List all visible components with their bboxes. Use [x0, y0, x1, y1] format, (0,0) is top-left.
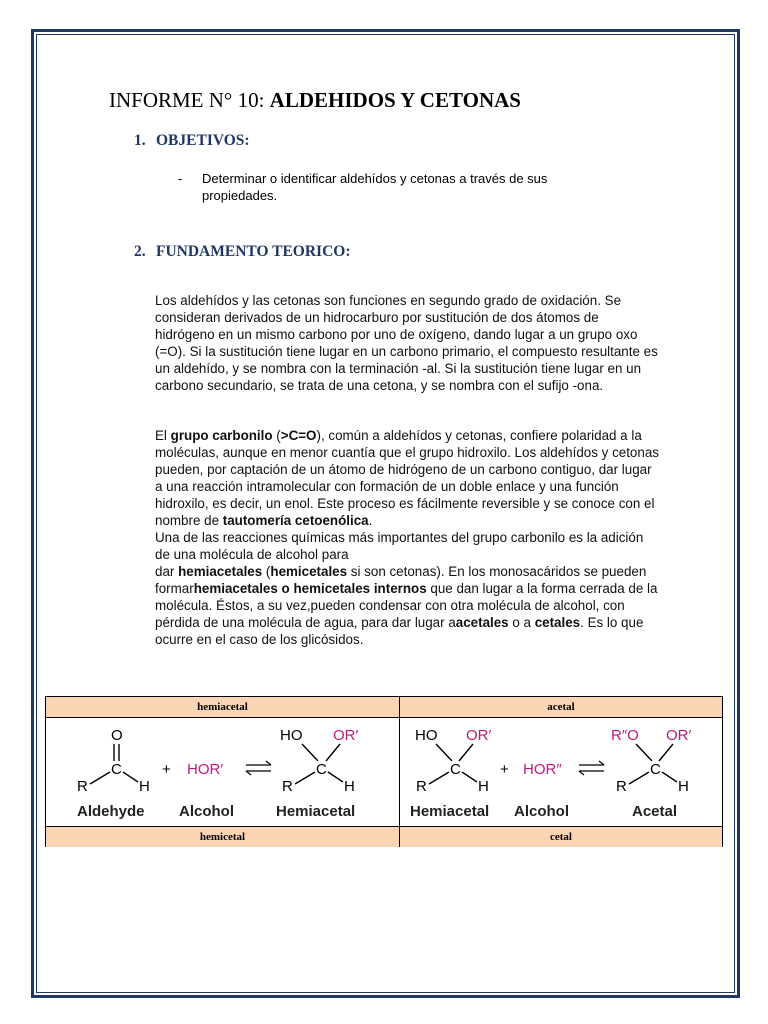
hemiacetal-structure	[415, 727, 492, 795]
label-aldehyde: Aldehyde	[77, 803, 145, 820]
paragraph-carbonyl: El grupo carbonilo (>C=O), común a aldehídos y cetonas, confiere polaridad a la moléculas, aunque en menor cuantía que el grupo hidroxilo. Los aldehídos y cetonas pueden, por captación de un átomo de hidrógeno de un carbono contiguo, dar lugar a una reacción intramolecular con formación de un doble enlace y una función hidroxilo, es decir, un enol. Este proceso es fácilmente reversible y se conoce con el nombre de tautomería cetoenólica. Una de las reacciones químicas más importantes del grupo carbonilo es la adición de una molécula de alcohol para dar hemiacetales (hemicetales si son cetonas). En los monosacáridos se pueden formarhemiacetales o hemicetales internos que dan lugar a la forma cerrada de la molécula. Éstos, a su vez,pueden condensar con otra molécula de alcohol, con pérdida de una molécula de agua, para dar lugar aacetales o a cetales. Es lo que ocurre en el caso de los glicósidos.	[155, 428, 659, 647]
equilibrium-arrow-icon	[246, 761, 271, 775]
alkoxy-group: OR′	[333, 727, 359, 744]
alkoxy-group: OR′	[466, 727, 492, 744]
label-hemiacetal: Hemiacetal	[410, 803, 490, 820]
plus-sign: +	[162, 761, 171, 778]
acetal-structure	[611, 727, 692, 795]
carbon-atom: C	[450, 761, 461, 778]
hydrogen-atom: H	[139, 778, 150, 795]
header-acetal: acetal	[400, 697, 722, 718]
alcohol-reagent: HOR′	[187, 761, 224, 778]
equilibrium-arrow-icon	[579, 761, 604, 775]
r-group: R	[77, 778, 88, 795]
scheme-acetal-formation	[400, 718, 722, 826]
carbon-atom: C	[316, 761, 327, 778]
label-alcohol: Alcohol	[179, 803, 234, 820]
hydroxyl-group: HO	[280, 727, 303, 744]
section-objetivos-heading: 1. OBJETIVOS:	[134, 132, 250, 149]
report-title: INFORME N° 10: ALDEHIDOS Y CETONAS	[109, 88, 521, 112]
footer-cetal: cetal	[400, 826, 722, 847]
aldehyde-structure	[77, 727, 150, 795]
alkoxy-group-second: R″O	[611, 727, 639, 744]
alkoxy-group: OR′	[666, 727, 692, 744]
hydroxyl-group: HO	[415, 727, 438, 744]
section-fundamento-heading: 2. FUNDAMENTO TEORICO:	[134, 243, 351, 260]
label-acetal: Acetal	[632, 803, 678, 820]
paragraph-intro: Los aldehídos y las cetonas son funciones en segundo grado de oxidación. Se consideran derivados de un hidrocarburo por sustitución de dos átomos de hidrógeno en un mismo carbono por uno de oxígeno, dando lugar a un grupo oxo (=O). Si la sustitución tiene lugar en un carbono primario, el compuesto resultante es un aldehído, y se nombra con la terminación -al. Si la sustitución tiene lugar en un carbono secundario, se trata de una cetona, y se nombra con el sufijo -ona.	[155, 293, 658, 393]
header-hemiacetal: hemiacetal	[46, 697, 399, 718]
hemiacetal-structure	[280, 727, 359, 795]
scheme-hemiacetal-formation	[46, 718, 399, 826]
footer-hemicetal: hemicetal	[46, 826, 399, 847]
r-group: R	[282, 778, 293, 795]
label-alcohol: Alcohol	[514, 803, 569, 820]
oxygen-atom: O	[111, 727, 123, 744]
hydrogen-atom: H	[678, 778, 689, 795]
label-hemiacetal: Hemiacetal	[276, 803, 356, 820]
carbon-atom: C	[650, 761, 661, 778]
hydrogen-atom: H	[344, 778, 355, 795]
r-group: R	[616, 778, 627, 795]
plus-sign: +	[500, 761, 509, 778]
reaction-table	[45, 696, 723, 847]
carbon-atom: C	[111, 761, 122, 778]
r-group: R	[416, 778, 427, 795]
alcohol-reagent: HOR″	[523, 761, 562, 778]
hydrogen-atom: H	[478, 778, 489, 795]
